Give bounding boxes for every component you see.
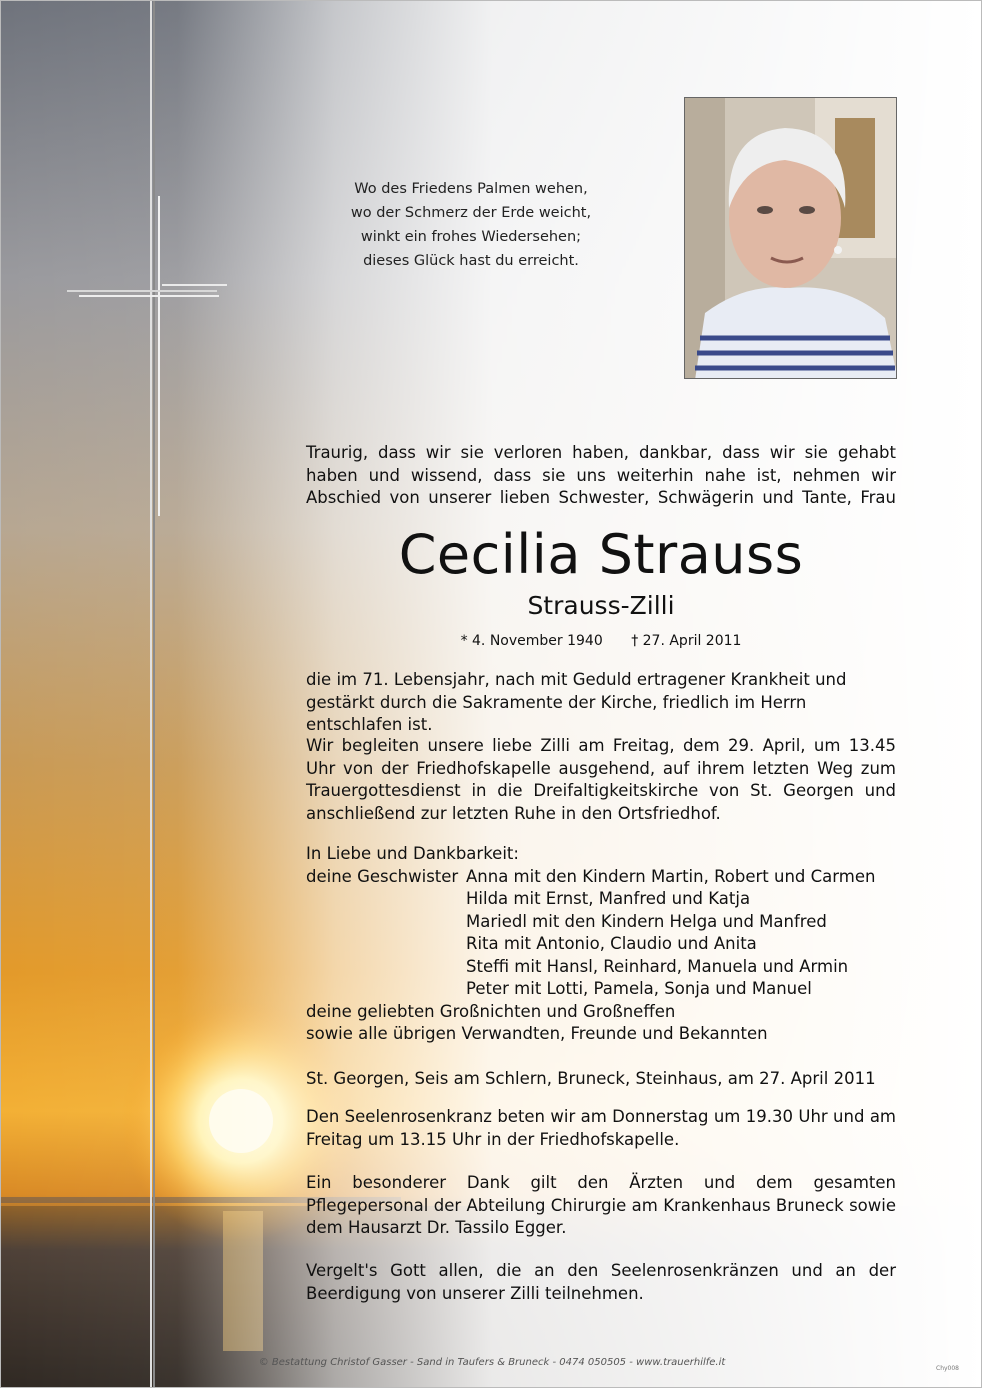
cross-horizontal-beam: [67, 283, 227, 297]
family-heading: In Liebe und Dankbarkeit:: [306, 844, 519, 863]
sibling-entry: Rita mit Antonio, Claudio und Anita: [466, 934, 757, 953]
verse-line: dieses Glück hast du erreicht.: [363, 253, 579, 269]
sibling-entry: Peter mit Lotti, Pamela, Sonja und Manuel: [466, 979, 812, 998]
siblings-label: deine Geschwister: [306, 866, 459, 886]
verse-line: winkt ein frohes Wiedersehen;: [360, 229, 582, 245]
undertaker-footer: © Bestattung Christof Gasser - Sand in Taufers & Bruneck - 0474 050505 - www.trauerhilfe.it: [258, 1357, 726, 1368]
others-line: sowie alle übrigen Verwandten, Freunde und Bekannten: [306, 1024, 768, 1043]
memorial-verse: [321, 177, 621, 273]
place-date: St. Georgen, Seis am Schlern, Bruneck, Steinhaus, am 27. April 2011: [306, 1069, 876, 1088]
life-dates: [301, 631, 901, 651]
funeral-text: Wir begleiten unsere liebe Zilli am Freitag, dem 29. April, um 13.45 Uhr von der Friedhofskapelle ausgehend, auf ihrem letzten Weg zum Trauergottesdienst in die Dreifaltigkeitskirche von St. Georgen und anschließend zur letzten Ruhe in den Ortsfriedhof.: [306, 736, 896, 823]
passing-text: die im 71. Lebensjahr, nach mit Geduld ertragener Krankheit und gestärkt durch die Sakramente der Kirche, friedlich im Herrn entschlafen ist.: [306, 670, 847, 734]
cross-vertical-accent: [158, 196, 163, 516]
rosary-text: Den Seelenrosenkranz beten wir am Donnerstag um 19.30 Uhr und am Freitag um 13.15 Uhr in der Friedhofskapelle.: [306, 1107, 896, 1149]
design-code: Chy008: [936, 1365, 959, 1372]
sibling-entry: Anna mit den Kindern Martin, Robert und Carmen: [466, 866, 876, 886]
family-list: [306, 843, 901, 1046]
deceased-name: Cecilia Strauss: [398, 523, 804, 586]
portrait-photo: [684, 97, 897, 379]
intro-text: Traurig, dass wir sie verloren haben, dankbar, dass wir sie gehabt haben und wissend, dass sie uns weiterhin nahe ist, nehmen wir Abschied von unserer lieben Schwester, Schwägerin und Tante, Frau: [306, 443, 896, 507]
sibling-entry: Steffi mit Hansl, Reinhard, Manuela und Armin: [466, 956, 849, 976]
closing-text: Vergelt's Gott allen, die an den Seelenrosenkränzen und an der Beerdigung von unserer Zilli teilnehmen.: [306, 1261, 896, 1303]
thanks-text: Ein besonderer Dank gilt den Ärzten und dem gesamten Pflegepersonal der Abteilung Chirurgie am Krankenhaus Bruneck sowie dem Hausarzt Dr. Tassilo Egger.: [306, 1173, 896, 1237]
verse-line: Wo des Friedens Palmen wehen,: [354, 181, 588, 197]
nieces-line: deine geliebten Großnichten und Großneffen: [306, 1001, 676, 1021]
sibling-entry: Hilda mit Ernst, Manfred und Katja: [466, 889, 751, 908]
cross-vertical-beam: [150, 1, 157, 1388]
deceased-nickname: Strauss-Zilli: [527, 591, 675, 620]
birth-date: * 4. November 1940: [460, 633, 603, 649]
verse-line: wo der Schmerz der Erde weicht,: [350, 205, 592, 221]
death-date: † 27. April 2011: [631, 633, 742, 649]
sibling-entry: Mariedl mit den Kindern Helga und Manfred: [466, 911, 827, 931]
siblings-row: [306, 866, 901, 889]
